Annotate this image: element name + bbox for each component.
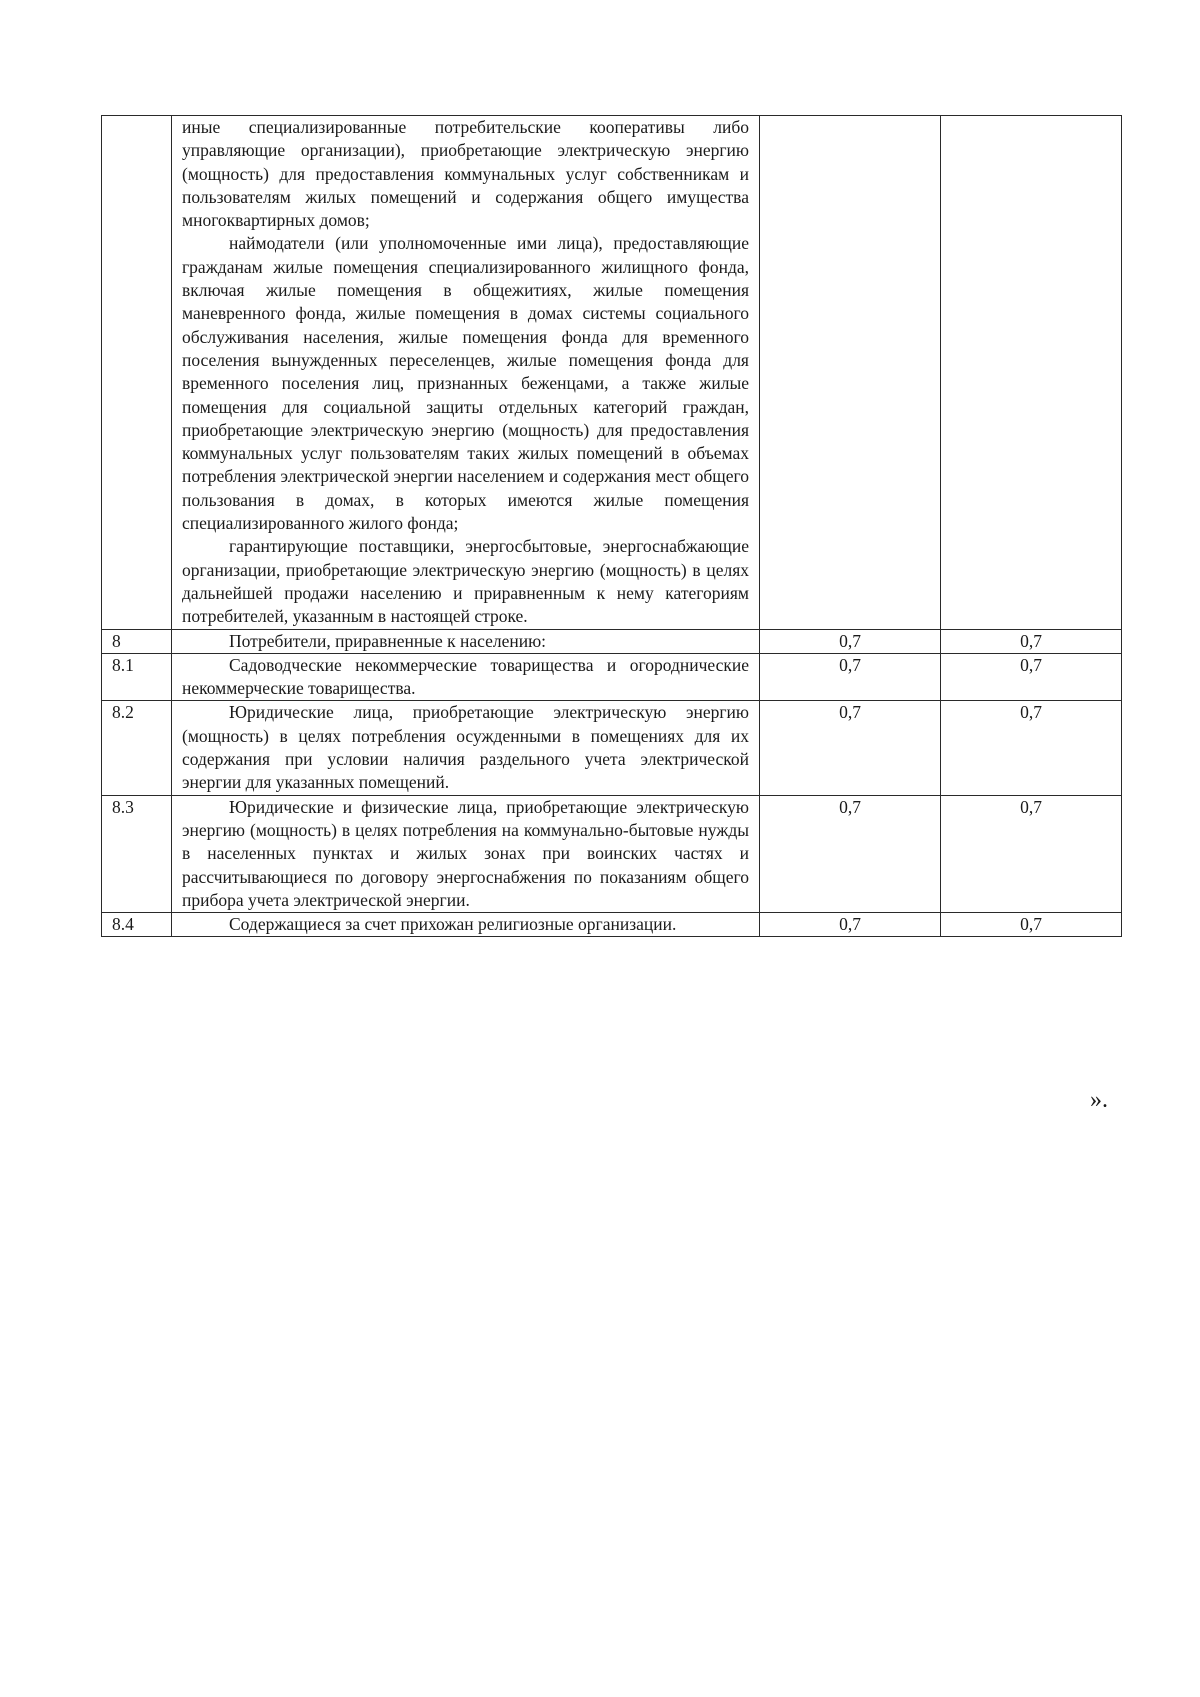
row-value-1: 0,7 [760, 701, 941, 795]
paragraph-suppliers: гарантирующие поставщики, энергосбытовые, энергоснабжающие организации, приобретающие электрическую энергию (мощность) в целях дальнейшей продажи населению и приравненным к нему категориям потребителей, указанным в настоящей строке. [182, 536, 749, 627]
row-description [172, 629, 760, 653]
row-description-text: Садоводческие некоммерческие товарищества и огороднические некоммерческие товарищества. [182, 654, 749, 699]
row-description [172, 913, 760, 937]
row-value-2: 0,7 [941, 913, 1122, 937]
table-row [102, 653, 1122, 701]
row-value-1: 0,7 [760, 795, 941, 912]
closing-quote-mark: ». [1090, 1087, 1108, 1113]
row-number: 8.1 [102, 653, 172, 701]
paragraph-landlords: наймодатели (или уполномоченные ими лица), предоставляющие гражданам жилые помещения специализированного жилищного фонда, включая жилые помещения в общежитиях, жилые помещения маневренного фонда, жилые помещения в домах системы социального обслуживания населения, жилые помещения фонда для временного поселения вынужденных переселенцев, жилые помещения фонда для временного поселения лиц, признанных беженцами, а также жилые помещения для социальной защиты отдельных категорий граждан, приобретающие электрическую энергию (мощность) для предоставления коммунальных услуг пользователям таких жилых помещений в объемах потребления электрической энергии населением и содержания мест общего пользования в домах, в которых имеются жилые помещения специализированного жилого фонда; [182, 233, 749, 534]
row-number: 8 [102, 629, 172, 653]
row-number: 8.2 [102, 701, 172, 795]
row-value-1: 0,7 [760, 629, 941, 653]
row-description-text: Юридические и физические лица, приобретающие электрическую энергию (мощность) в целях потребления на коммунально-бытовые нужды в населенных пунктах и жилых зонах при воинских частях и рассчитывающиеся по договору энергоснабжения по показаниям общего прибора учета электрической энергии. [182, 796, 749, 910]
row-number: 8.4 [102, 913, 172, 937]
row-value-2: 0,7 [941, 795, 1122, 912]
row-description-text: Потребители, приравненные к населению: [229, 630, 547, 651]
row-description-cell [172, 116, 760, 630]
row-description-text: Юридические лица, приобретающие электрическую энергию (мощность) в целях потребления осужденными в помещениях для их содержания при условии наличия раздельного учета электрической энергии для указанных помещений. [182, 702, 749, 793]
row-description [172, 795, 760, 912]
tariff-table [101, 115, 1122, 937]
row-description [172, 701, 760, 795]
row-value-1: 0,7 [760, 653, 941, 701]
row-value-2: 0,7 [941, 629, 1122, 653]
value-cell-2 [941, 116, 1122, 630]
row-value-2: 0,7 [941, 653, 1122, 701]
row-number: 8.3 [102, 795, 172, 912]
row-description-text: Содержащиеся за счет прихожан религиозные организации. [229, 914, 677, 935]
table-row [102, 913, 1122, 937]
table-row [102, 795, 1122, 912]
row-description [172, 653, 760, 701]
paragraph-cooperatives: иные специализированные потребительские кооперативы либо управляющие организации), приобретающие электрическую энергию (мощность) для предоставления коммунальных услуг собственникам и пользователям жилых помещений и содержания общего имущества многоквартирных домов; [182, 117, 749, 231]
table-row [102, 629, 1122, 653]
value-cell-1 [760, 116, 941, 630]
table-row-continuation [102, 116, 1122, 630]
row-value-2: 0,7 [941, 701, 1122, 795]
table-row [102, 701, 1122, 795]
row-value-1: 0,7 [760, 913, 941, 937]
row-number-cell [102, 116, 172, 630]
